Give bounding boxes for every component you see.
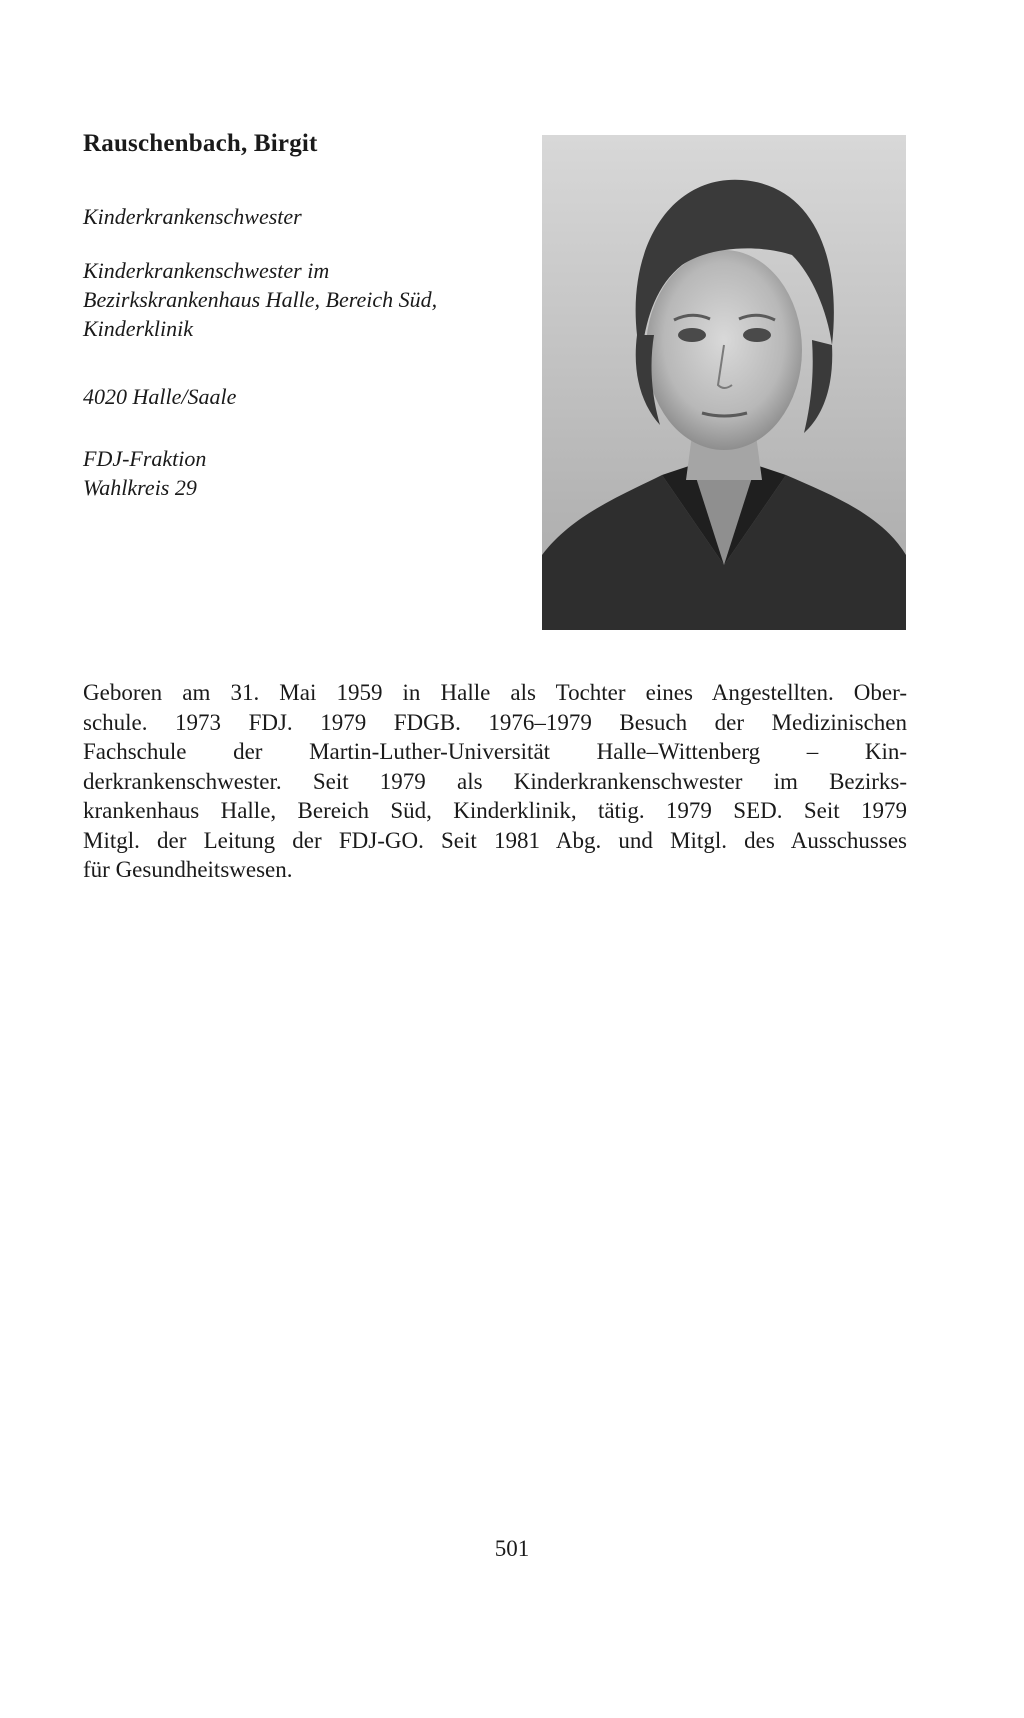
faction: FDJ-Fraktion: [83, 446, 207, 471]
portrait-photo: [542, 135, 906, 630]
portrait-illustration: [542, 135, 906, 630]
biography-line: Geboren am 31. Mai 1959 in Halle als Tochter eines Angestellten. Ober-: [83, 680, 907, 705]
address: [83, 382, 236, 411]
biography-line: Mitgl. der Leitung der FDJ-GO. Seit 1981 Abg. und Mitgl. des Ausschusses: [83, 827, 907, 853]
biography-line: Fachschule der Martin-Luther-Universität Halle–Wittenberg – Kin-: [83, 739, 907, 764]
biography-line: derkrankenschwester. Seit 1979 als Kinderkrankenschwester im Bezirks-: [83, 768, 907, 794]
faction-block: [83, 444, 206, 502]
workplace-line-2: Bezirkskrankenhaus Halle, Bereich Süd,: [83, 287, 438, 312]
profession: [83, 202, 302, 231]
page-number: 501: [494, 1536, 530, 1561]
constituency: Wahlkreis 29: [83, 475, 197, 500]
address-text: 4020 Halle/Saale: [83, 384, 237, 409]
biography: [83, 678, 907, 885]
biography-line: schule. 1973 FDJ. 1979 FDGB. 1976–1979 Besuch der Medizinischen: [83, 709, 907, 735]
person-name: Rauschenbach, Birgit: [83, 130, 318, 157]
biography-line: krankenhaus Halle, Bereich Süd, Kinderklinik, tätig. 1979 SED. Seit 1979: [83, 798, 907, 823]
profession-text: Kinderkrankenschwester: [83, 204, 302, 229]
workplace: [83, 256, 437, 343]
workplace-line-1: Kinderkrankenschwester im: [83, 258, 330, 283]
biography-line: für Gesundheitswesen.: [83, 857, 293, 882]
workplace-line-3: Kinderklinik: [83, 316, 193, 341]
